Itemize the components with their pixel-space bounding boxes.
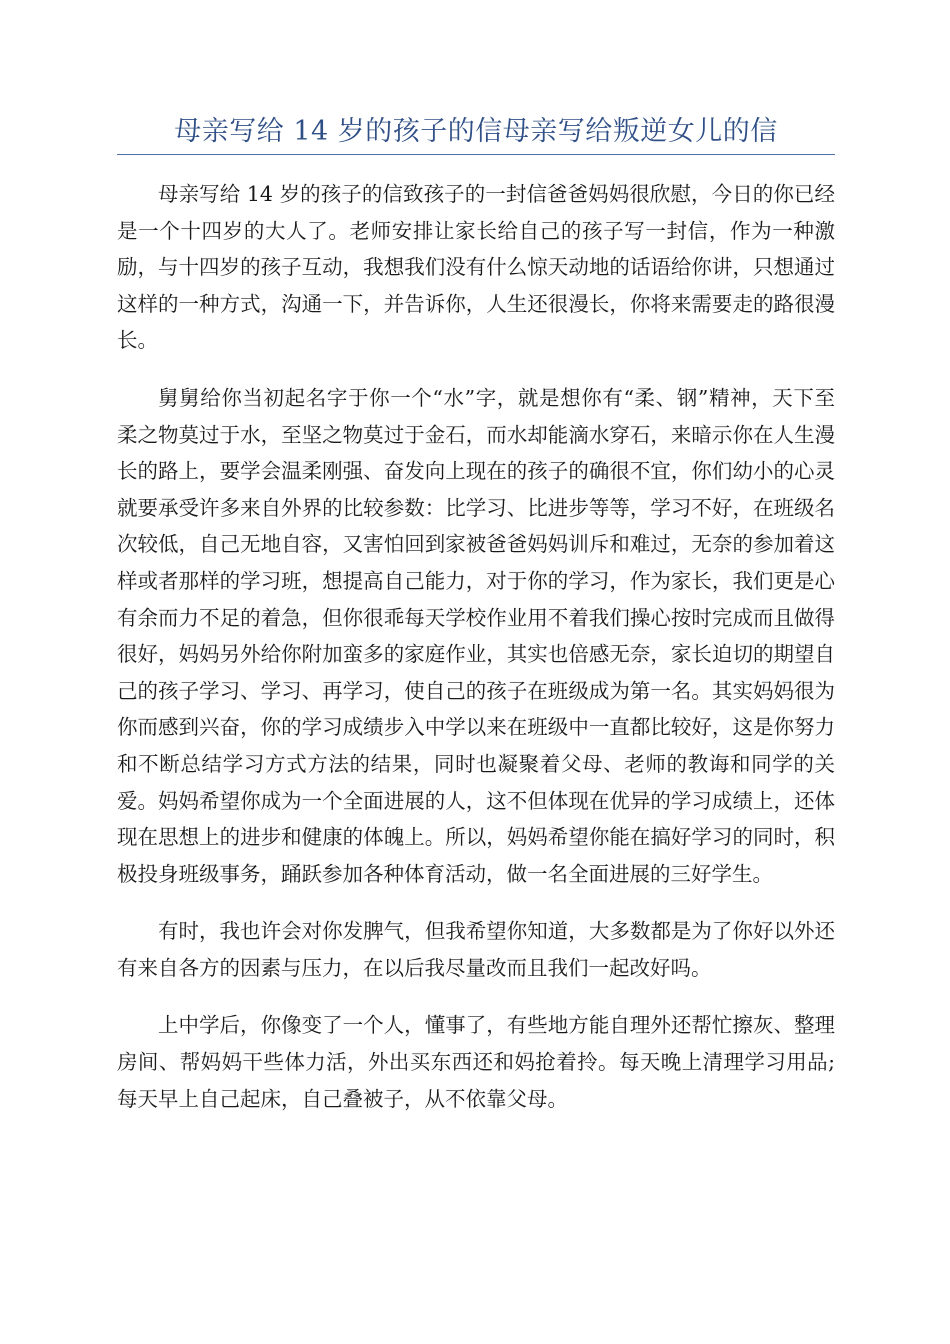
document-body	[117, 176, 835, 1138]
paragraph-3: 有时，我也许会对你发脾气，但我希望你知道，大多数都是为了你好以外还有来自各方的因素与压力，在以后我尽量改而且我们一起改好吗。	[117, 919, 835, 980]
document-title: 母亲写给 14 岁的孩子的信母亲写给叛逆女儿的信	[174, 116, 778, 147]
paragraph-1: 母亲写给 14 岁的孩子的信致孩子的一封信爸爸妈妈很欣慰，今日的你已经是一个十四岁的大人了。老师安排让家长给自己的孩子写一封信，作为一种激励，与十四岁的孩子互动，我想我们没有什么惊天动地的话语给你讲，只想通过这样的一种方式，沟通一下，并告诉你，人生还很漫长，你将来需要走的路很漫长。	[117, 182, 835, 353]
title-underline	[117, 154, 835, 155]
paragraph-4: 上中学后，你像变了一个人，懂事了，有些地方能自理外还帮忙擦灰、整理房间、帮妈妈干些体力活，外出买东西还和妈抢着拎。每天晚上清理学习用品;每天早上自己起床，自己叠被子，从不依靠父母。	[117, 1013, 835, 1111]
document-page	[117, 0, 835, 1344]
paragraph-2: 舅舅给你当初起名字于你一个“水”字，就是想你有“柔、钢”精神，天下至柔之物莫过于水，至坚之物莫过于金石，而水却能滴水穿石，来暗示你在人生漫长的路上，要学会温柔刚强、奋发向上现在的孩子的确很不宜，你们幼小的心灵就要承受许多来自外界的比较参数：比学习、比进步等等，学习不好，在班级名次较低，自己无地自容，又害怕回到家被爸爸妈妈训斥和难过，无奈的参加着这样或者那样的学习班，想提高自己能力，对于你的学习，作为家长，我们更是心有余而力不足的着急，但你很乖每天学校作业用不着我们操心按时完成而且做得很好，妈妈另外给你附加蛮多的家庭作业，其实也倍感无奈，家长迫切的期望自己的孩子学习、学习、再学习，使自己的孩子在班级成为第一名。其实妈妈很为你而感到兴奋，你的学习成绩步入中学以来在班级中一直都比较好，这是你努力和不断总结学习方式方法的结果，同时也凝聚着父母、老师的教诲和同学的关爱。妈妈希望你成为一个全面进展的人，这不但体现在优异的学习成绩上，还体现在思想上的进步和健康的体魄上。所以，妈妈希望你能在搞好学习的同时，积极投身班级事务，踊跃参加各种体育活动，做一名全面进展的三好学生。	[117, 385, 835, 886]
